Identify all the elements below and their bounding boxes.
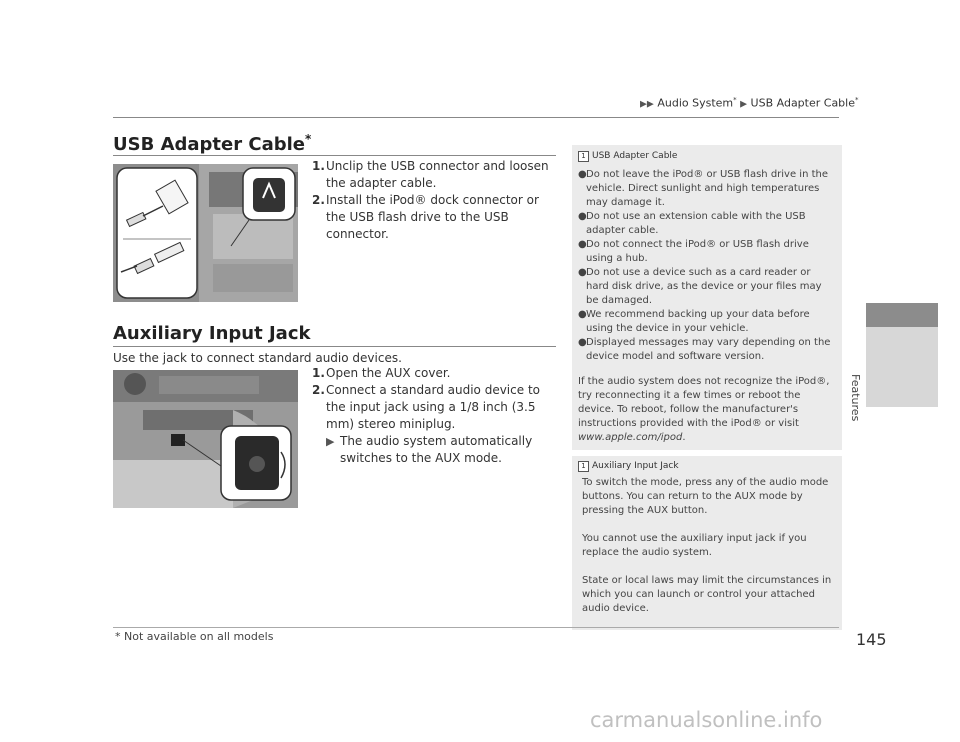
bullet-icon: ●	[578, 211, 587, 222]
footnote: * Not available on all models	[115, 630, 274, 643]
bullet-text: Do not use a device such as a card reader or hard disk drive, as the device or your files may be damaged.	[586, 267, 822, 306]
breadcrumb-item-usb-adapter: USB Adapter Cable	[750, 96, 855, 110]
breadcrumb-star-2: *	[855, 96, 859, 104]
usb-note-heading-text: USB Adapter Cable	[592, 151, 678, 161]
step-number: 1.	[312, 159, 325, 173]
list-item	[578, 210, 834, 238]
aux-jack-illustration	[113, 370, 298, 508]
list-item	[578, 336, 834, 364]
aux-note-paragraph: State or local laws may limit the circumstances in which you can launch or control your attached audio device.	[582, 575, 832, 614]
bullet-text: Displayed messages may vary depending on the device model and software version.	[586, 337, 831, 362]
bullet-icon: ●	[578, 337, 587, 348]
watermark-text: carmanualsonline.info	[590, 708, 823, 732]
usb-section-title	[113, 132, 311, 155]
usb-title-star: *	[305, 132, 312, 146]
usb-step-2	[312, 192, 557, 243]
aux-step-1	[312, 365, 557, 382]
aux-step-2	[312, 382, 557, 433]
bullet-text: Do not use an extension cable with the USB adapter cable.	[586, 211, 806, 236]
paragraph-text: If the audio system does not recognize the iPod®, try reconnecting it a few times or reboot the device. To reboot, follow the manufacturer's instructions provided with the iPod® or visit	[578, 376, 830, 429]
bullet-icon: ●	[578, 267, 587, 278]
step-text: Unclip the USB connector and loosen the adapter cable.	[326, 159, 549, 190]
side-tab-shade	[866, 327, 938, 407]
usb-steps	[312, 158, 557, 243]
result-arrow-icon: ▶	[326, 435, 335, 448]
list-item	[578, 238, 834, 266]
paragraph-end: .	[682, 432, 686, 443]
step-text: Install the iPod® dock connector or the USB flash drive to the USB connector.	[326, 193, 539, 241]
reference-icon: 1	[578, 151, 589, 162]
result-text: The audio system automatically switches to the AUX mode.	[340, 434, 533, 465]
usb-note-paragraph	[578, 375, 834, 445]
bullet-icon: ●	[578, 309, 587, 320]
usb-note-heading	[578, 149, 834, 163]
aux-note-heading	[578, 459, 834, 473]
breadcrumb-separator-icon: ▶	[740, 99, 748, 110]
apple-ipod-link[interactable]: www.apple.com/ipod	[578, 432, 683, 443]
aux-note-box	[572, 456, 842, 630]
aux-note-paragraph: You cannot use the auxiliary input jack if you replace the audio system.	[582, 533, 807, 558]
side-tab[interactable]	[866, 303, 938, 327]
side-tab-label: Features	[849, 374, 862, 422]
usb-note-box	[572, 145, 842, 450]
usb-title-rule	[113, 155, 556, 156]
step-number: 2.	[312, 193, 325, 207]
usb-title-text: USB Adapter Cable	[113, 134, 305, 155]
header-rule	[113, 117, 839, 118]
bullet-icon: ●	[578, 169, 587, 180]
breadcrumb-star: *	[733, 96, 737, 104]
step-number: 1.	[312, 366, 325, 380]
bullet-text: Do not connect the iPod® or USB flash drive using a hub.	[586, 239, 809, 264]
aux-steps	[312, 365, 557, 467]
list-item	[578, 266, 834, 308]
step-text: Open the AUX cover.	[326, 366, 451, 380]
bullet-text: Do not leave the iPod® or USB flash drive in the vehicle. Direct sunlight and high temperatures may damage it.	[586, 169, 829, 208]
aux-step-result	[326, 433, 557, 467]
footer-rule	[113, 627, 839, 628]
page-number: 145	[856, 630, 887, 649]
reference-icon: 1	[578, 461, 589, 472]
aux-note-body	[578, 476, 834, 616]
aux-title-rule	[113, 346, 556, 347]
aux-note-heading-text: Auxiliary Input Jack	[592, 461, 679, 471]
step-text: Connect a standard audio device to the input jack using a 1/8 inch (3.5 mm) stereo miniplug.	[326, 383, 540, 431]
list-item	[578, 308, 834, 336]
list-item	[578, 168, 834, 210]
aux-intro: Use the jack to connect standard audio devices.	[113, 351, 402, 365]
step-number: 2.	[312, 383, 325, 397]
breadcrumb-arrow-icon: ▶▶	[640, 99, 654, 110]
bullet-text: We recommend backing up your data before using the device in your vehicle.	[586, 309, 810, 334]
bullet-icon: ●	[578, 239, 587, 250]
usb-adapter-illustration	[113, 164, 298, 302]
breadcrumb-item-audio-system[interactable]: Audio System	[657, 96, 734, 110]
aux-note-paragraph: To switch the mode, press any of the audio mode buttons. You can return to the AUX mode by pressing the AUX button.	[582, 477, 829, 516]
breadcrumb	[640, 96, 859, 110]
aux-section-title: Auxiliary Input Jack	[113, 323, 311, 344]
usb-step-1	[312, 158, 557, 192]
usb-note-bullets	[578, 168, 834, 364]
